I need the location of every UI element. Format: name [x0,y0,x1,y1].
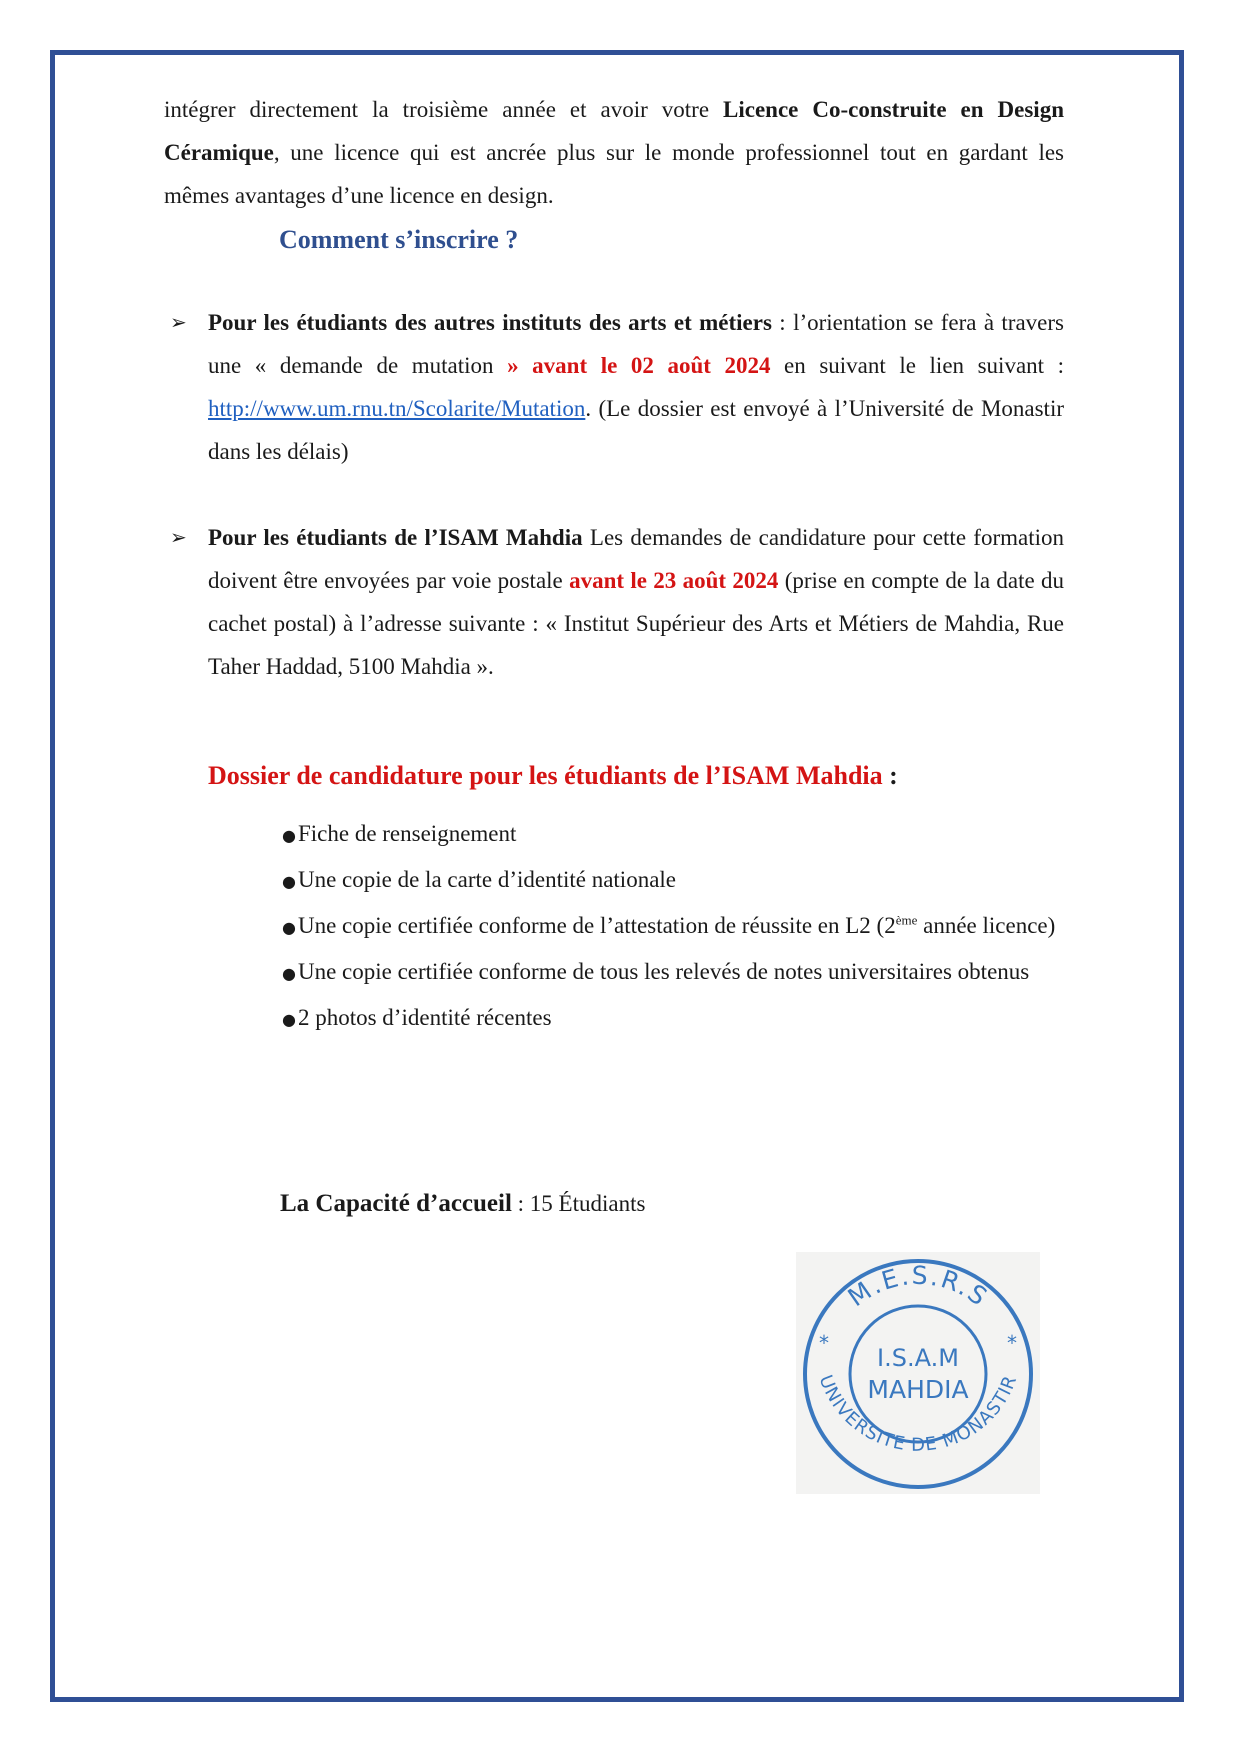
mutation-text-2: en suivant le lien suivant : [770,353,1065,378]
bullet-icon: ● [282,872,296,891]
superscript: ème [895,912,918,928]
mutation-link[interactable]: http://www.um.rnu.tn/Scolarite/Mutation [208,396,586,421]
arrow-bullet-icon: ➢ [170,310,187,334]
section-heading-inscription [279,218,518,261]
bullet-icon: ● [282,918,296,937]
mutation-text-3: . (Le dossier est envoyé à l’Université de Monastir dans les délais) [208,396,1064,464]
list-item-text-tail: année licence) [917,913,1056,938]
bullet-icon: ● [282,1010,296,1029]
list-item [208,996,1064,1042]
bullet-icon: ● [282,964,296,983]
mutation-deadline: » avant le 02 août 2024 [507,353,771,378]
intro-text: intégrer directement la troisième année et avoir votre [164,97,724,122]
inscription-item-mutation [164,301,1064,473]
isam-deadline: avant le 23 août 2024 [569,568,779,593]
licence-name: Licence Co-construite en Design Céramique [164,97,1064,165]
isam-audience: Pour les étudiants de l’ISAM Mahdia [208,525,583,550]
mutation-text-1: : l’orientation se fera à travers une « demande de mutation [208,310,1064,378]
inscription-heading: Comment s’inscrire ? [279,225,519,254]
mutation-audience: Pour les étudiants des autres instituts des arts et métiers [208,310,772,335]
stamp-top-text: M.E.S.R.S [842,1260,994,1313]
section-heading-dossier [208,754,898,798]
list-item-text: 2 photos d’identité récentes [297,1005,552,1030]
stamp-center-line2: MAHDIA [867,1375,969,1404]
list-item [208,812,1064,858]
capacity-value: : 15 Étudiants [511,1191,646,1216]
list-item [208,858,1064,904]
arrow-bullet-icon: ➢ [170,525,187,549]
intro-text-end: , une licence qui est ancrée plus sur le monde professionnel tout en gardant les mêmes avantages d’une licence en design. [164,140,1064,208]
stamp-star-right: * [1007,1331,1017,1355]
list-item-text: Fiche de renseignement [297,821,517,846]
list-item [208,950,1064,996]
institution-stamp [796,1252,1040,1494]
isam-text-1: Les demandes de candidature pour cette formation doivent être envoyées par voie postale [208,525,1065,593]
stamp-seal-icon [796,1252,1040,1494]
isam-text-2: (prise en compte de la date du cachet postal) à l’adresse suivante : « Institut Supérieur des Arts et Métiers de Mahdia, Rue Taher Haddad, 5100 Mahdia ». [208,568,1065,679]
stamp-bottom-text: UNIVERSITE DE MONASTIR [814,1372,1022,1456]
list-item [208,904,1064,950]
mutation-text [208,301,1064,473]
list-item-text: Une copie certifiée conforme de l’attestation de réussite en L2 (2 [297,913,896,938]
intro-paragraph [164,88,1064,217]
list-item-text: Une copie certifiée conforme de tous les relevés de notes universitaires obtenus [297,959,1030,984]
capacity-label: La Capacité d’accueil [280,1190,512,1217]
inscription-item-isam [164,516,1064,688]
dossier-heading: Dossier de candidature pour les étudiants de l’ISAM Mahdia [208,761,883,790]
capacity-line [280,1182,645,1225]
stamp-star-left: * [819,1331,829,1355]
isam-text [208,516,1064,688]
list-item-text: Une copie de la carte d’identité nationale [297,867,677,892]
dossier-heading-colon: : [882,761,898,790]
dossier-list [164,812,1064,1042]
stamp-center-line1: I.S.A.M [877,1344,959,1372]
bullet-icon: ● [282,826,296,845]
